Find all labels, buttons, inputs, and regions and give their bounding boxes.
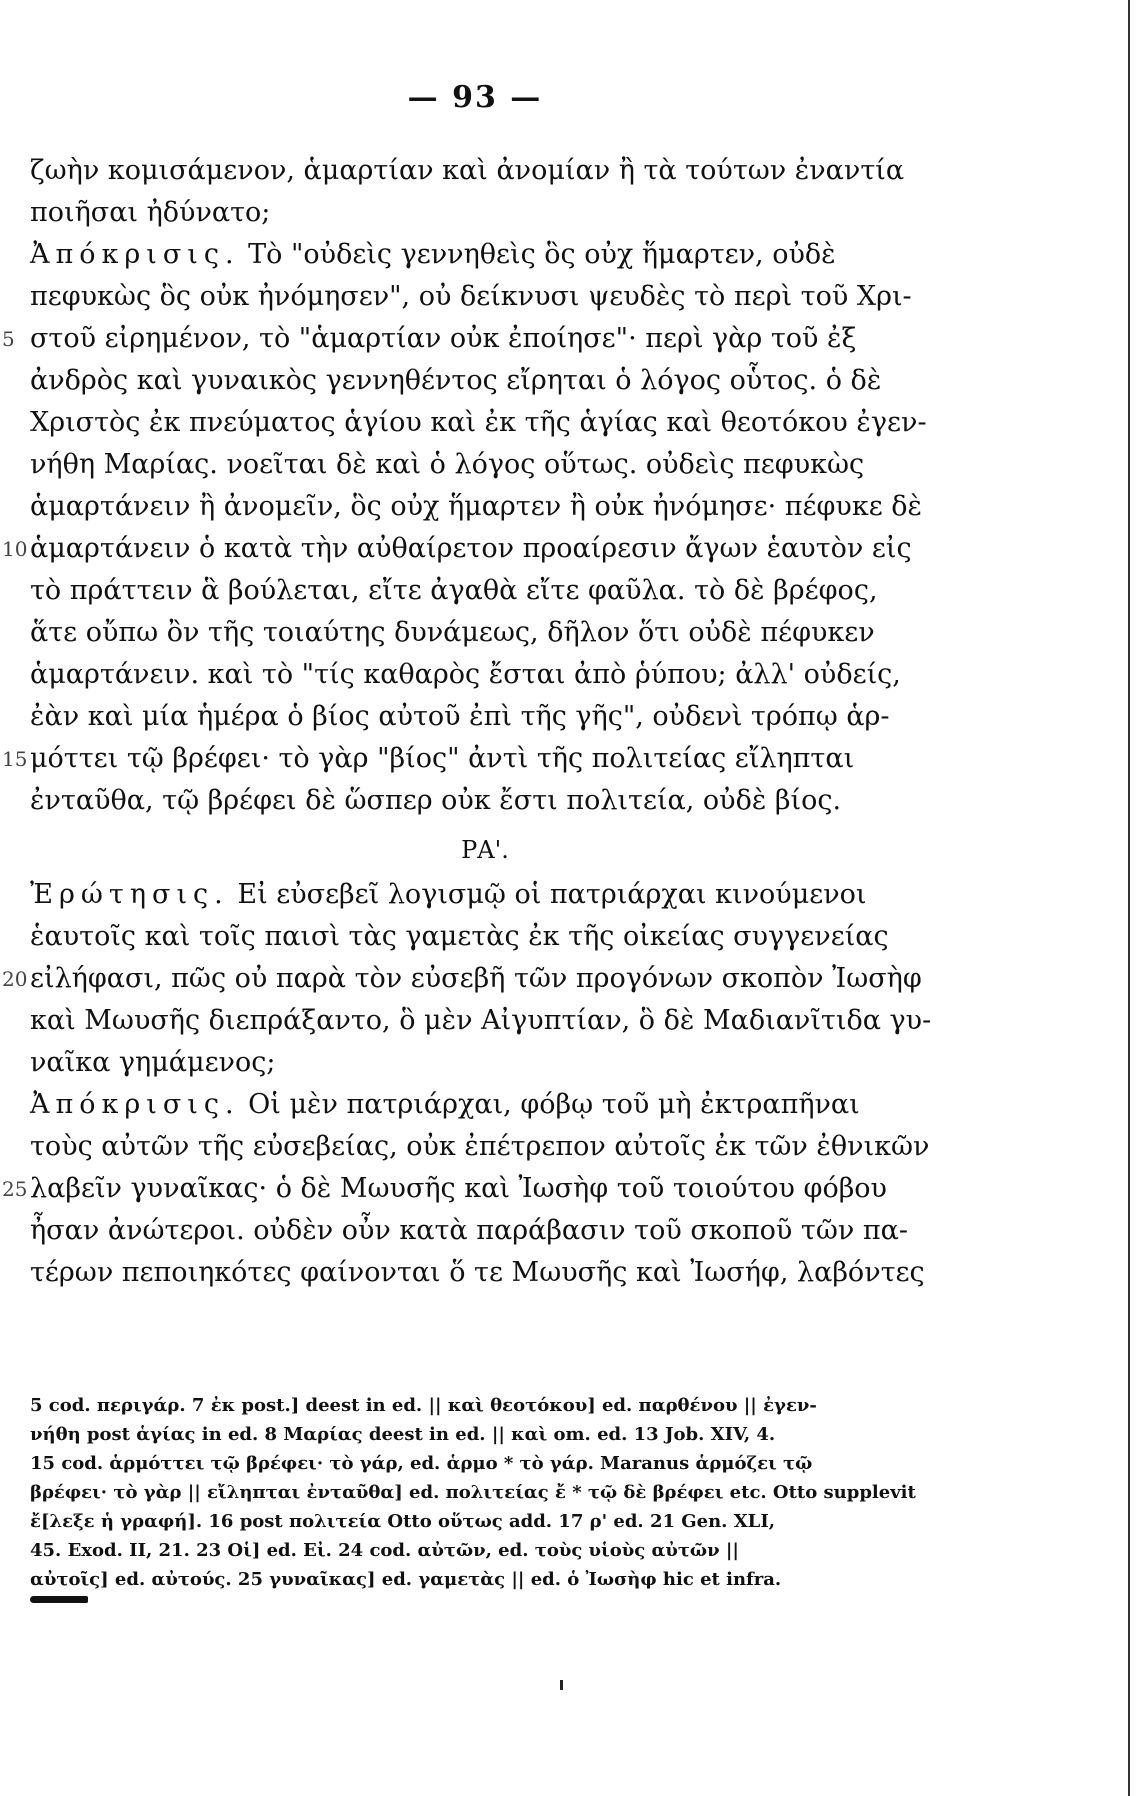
- text-line: [30, 234, 920, 276]
- answer-label: Ἀπόκρισις.: [30, 239, 240, 270]
- text-line: [30, 1126, 930, 1168]
- line-text: τὸ πράττειν ἃ βούλεται, εἴτε ἀγαθὰ εἴτε φαῦλα. τὸ δὲ βρέφος,: [30, 575, 878, 606]
- line-text: ποιῆσαι ἠδύνατο;: [30, 197, 271, 228]
- line-text: ἁμαρτάνειν. καὶ τὸ "τίς καθαρὸς ἔσται ἀπὸ ῥύπου; ἀλλ' οὐδείς,: [30, 659, 901, 690]
- text-line: [30, 780, 920, 822]
- footnote-line: 45. Exod. II, 21. 23 Οἱ] ed. Εἰ. 24 cod. αὐτῶν, ed. τοὺς υἱοὺς αὐτῶν ||: [30, 1540, 739, 1561]
- line-text: ἐνταῦθα, τῷ βρέφει δὲ ὥσπερ οὐκ ἔστι πολιτεία, οὐδὲ βίος.: [30, 785, 842, 816]
- text-line: [30, 192, 920, 234]
- text-line: [30, 402, 927, 444]
- answer-label: Ἀπόκρισις.: [30, 1089, 240, 1120]
- line-text: ζωὴν κομισάμενον, ἁμαρτίαν καὶ ἀνομίαν ἢ τὰ τούτων ἐναντία: [30, 155, 905, 186]
- line-text: ἁμαρτάνειν ὁ κατὰ τὴν αὐθαίρετον προαίρεσιν ἄγων ἑαυτὸν εἰς: [30, 533, 912, 564]
- line-text: τέρων πεποιηκότες φαίνονται ὅ τε Μωυσῆς καὶ Ἰωσήφ, λαβόντες: [30, 1257, 925, 1288]
- line-text: ἅτε οὔπω ὂν τῆς τοιαύτης δυνάμεως, δῆλον ὅτι οὐδὲ πέφυκεν: [30, 617, 875, 648]
- line-text: νήθη Μαρίας. νοεῖται δὲ καὶ ὁ λόγος οὕτως. οὐδεὶς πεφυκὼς: [30, 449, 865, 480]
- paragraph-question-end: [30, 150, 920, 234]
- line-text: τοὺς αὐτῶν τῆς εὐσεβείας, οὐκ ἐπέτρεπον αὐτοῖς ἐκ τῶν ἐθνικῶν: [30, 1131, 930, 1162]
- section-heading: ΡΑ'.: [461, 836, 509, 864]
- page-number: — 93 —: [407, 80, 543, 115]
- text-line: [30, 916, 920, 958]
- line-text: μόττει τῷ βρέφει· τὸ γὰρ "βίος" ἀντὶ τῆς πολιτείας εἴληπται: [30, 743, 855, 774]
- line-text: στοῦ εἰρημένον, τὸ "ἁμαρτίαν οὐκ ἐποίησε"· περὶ γὰρ τοῦ ἐξ: [30, 323, 857, 354]
- text-line: [30, 360, 920, 402]
- footnote-line: ἔ[λεξε ἡ γραφή]. 16 post πολιτεία Otto οὕτως add. 17 ρ' ed. 21 Gen. XLI,: [30, 1511, 776, 1532]
- footnote-line: αὐτοῖς] ed. αὐτούς. 25 γυναῖκας] ed. γαμετὰς || ed. ὁ Ἰωσὴφ hic et infra.: [30, 1569, 782, 1590]
- text-line: [30, 276, 920, 318]
- line-number-marker: 25: [2, 1177, 28, 1201]
- text-line: [2, 1168, 920, 1210]
- text-line: [30, 1084, 920, 1126]
- line-number-marker: 5: [2, 327, 15, 351]
- line-text: ἀνδρὸς καὶ γυναικὸς γεννηθέντος εἴρηται ὁ λόγος οὗτος. ὁ δὲ: [30, 365, 882, 396]
- line-text: Οἱ μὲν πατριάρχαι, φόβῳ τοῦ μὴ ἐκτραπῆναι: [248, 1089, 860, 1120]
- text-line: [30, 696, 920, 738]
- footnote-line: νήθη post ἁγίας in ed. 8 Μαρίας deest in ed. || καὶ om. ed. 13 Job. XIV, 4.: [30, 1424, 776, 1445]
- ink-speck: [560, 1680, 563, 1690]
- text-line: [30, 486, 923, 528]
- text-line: [30, 1210, 920, 1252]
- text-line: [30, 150, 920, 192]
- ink-smudge: [30, 1596, 88, 1603]
- question-label: Ἐρώτησις.: [30, 879, 229, 910]
- line-text: Εἰ εὐσεβεῖ λογισμῷ οἱ πατριάρχαι κινούμενοι: [237, 879, 867, 910]
- line-text: ἁμαρτάνειν ἢ ἀνομεῖν, ὃς οὐχ ἥμαρτεν ἢ οὐκ ἠνόμησε· πέφυκε δὲ: [30, 491, 923, 522]
- body-text: [2, 150, 932, 1294]
- line-number-marker: 15: [2, 747, 28, 771]
- line-text: πεφυκὼς ὃς οὐκ ἠνόμησεν", οὐ δείκνυσι ψευδὲς τὸ περὶ τοῦ Χρι-: [30, 281, 912, 312]
- text-line: [30, 444, 920, 486]
- text-line: [30, 874, 920, 916]
- line-text: Τὸ "οὐδεὶς γεννηθεὶς ὃς οὐχ ἥμαρτεν, οὐδὲ: [248, 239, 836, 270]
- line-text: ναῖκα γημάμενος;: [30, 1047, 276, 1078]
- text-line: [2, 528, 920, 570]
- paragraph-answer-2: [2, 1084, 930, 1294]
- paragraph-answer-1: [2, 234, 927, 822]
- text-line: [30, 570, 920, 612]
- footnote-line: βρέφει· τὸ γὰρ || εἴληπται ἐνταῦθα] ed. πολιτείας ἔ * τῷ δὲ βρέφει etc. Otto supplevit: [30, 1482, 916, 1503]
- text-line: [2, 958, 922, 1000]
- text-line: [30, 1042, 920, 1084]
- line-text: ἐὰν καὶ μία ἡμέρα ὁ βίος αὐτοῦ ἐπὶ τῆς γῆς", οὐδενὶ τρόπῳ ἁρ-: [30, 701, 890, 732]
- text-line: [30, 1000, 932, 1042]
- line-text: ἦσαν ἀνώτεροι. οὐδὲν οὖν κατὰ παράβασιν τοῦ σκοποῦ τῶν πα-: [30, 1215, 908, 1246]
- line-number-marker: 10: [2, 537, 28, 561]
- footnote-line: 15 cod. ἁρμόττει τῷ βρέφει· τὸ γάρ, ed. ἁρμο * τὸ γάρ. Maranus ἁρμόζει τῷ: [30, 1453, 813, 1474]
- line-text: λαβεῖν γυναῖκας· ὁ δὲ Μωυσῆς καὶ Ἰωσὴφ τοῦ τοιούτου φόβου: [30, 1173, 887, 1204]
- line-text: ἑαυτοῖς καὶ τοῖς παισὶ τὰς γαμετὰς ἐκ τῆς οἰκείας συγγενείας: [30, 921, 889, 952]
- text-line: [30, 612, 920, 654]
- footnote-line: 5 cod. περιγάρ. 7 ἐκ post.] deest in ed. || καὶ θεοτόκου] ed. παρθένου || ἐγεν-: [30, 1395, 817, 1416]
- text-line: [30, 654, 920, 696]
- text-line: [2, 318, 920, 360]
- line-number-marker: 20: [2, 967, 28, 991]
- paragraph-question-2: [2, 874, 932, 1084]
- line-text: Χριστὸς ἐκ πνεύματος ἁγίου καὶ ἐκ τῆς ἁγίας καὶ θεοτόκου ἐγεν-: [30, 407, 927, 438]
- text-line: [30, 1252, 925, 1294]
- line-text: εἰλήφασι, πῶς οὐ παρὰ τὸν εὐσεβῆ τῶν προγόνων σκοπὸν Ἰωσὴφ: [30, 963, 922, 994]
- text-line: [2, 738, 920, 780]
- footnotes: [30, 1391, 920, 1594]
- page-edge-rule: [1128, 0, 1130, 1796]
- line-text: καὶ Μωυσῆς διεπράξαντο, ὃ μὲν Αἰγυπτίαν, ὃ δὲ Μαδιανῖτιδα γυ-: [30, 1005, 932, 1036]
